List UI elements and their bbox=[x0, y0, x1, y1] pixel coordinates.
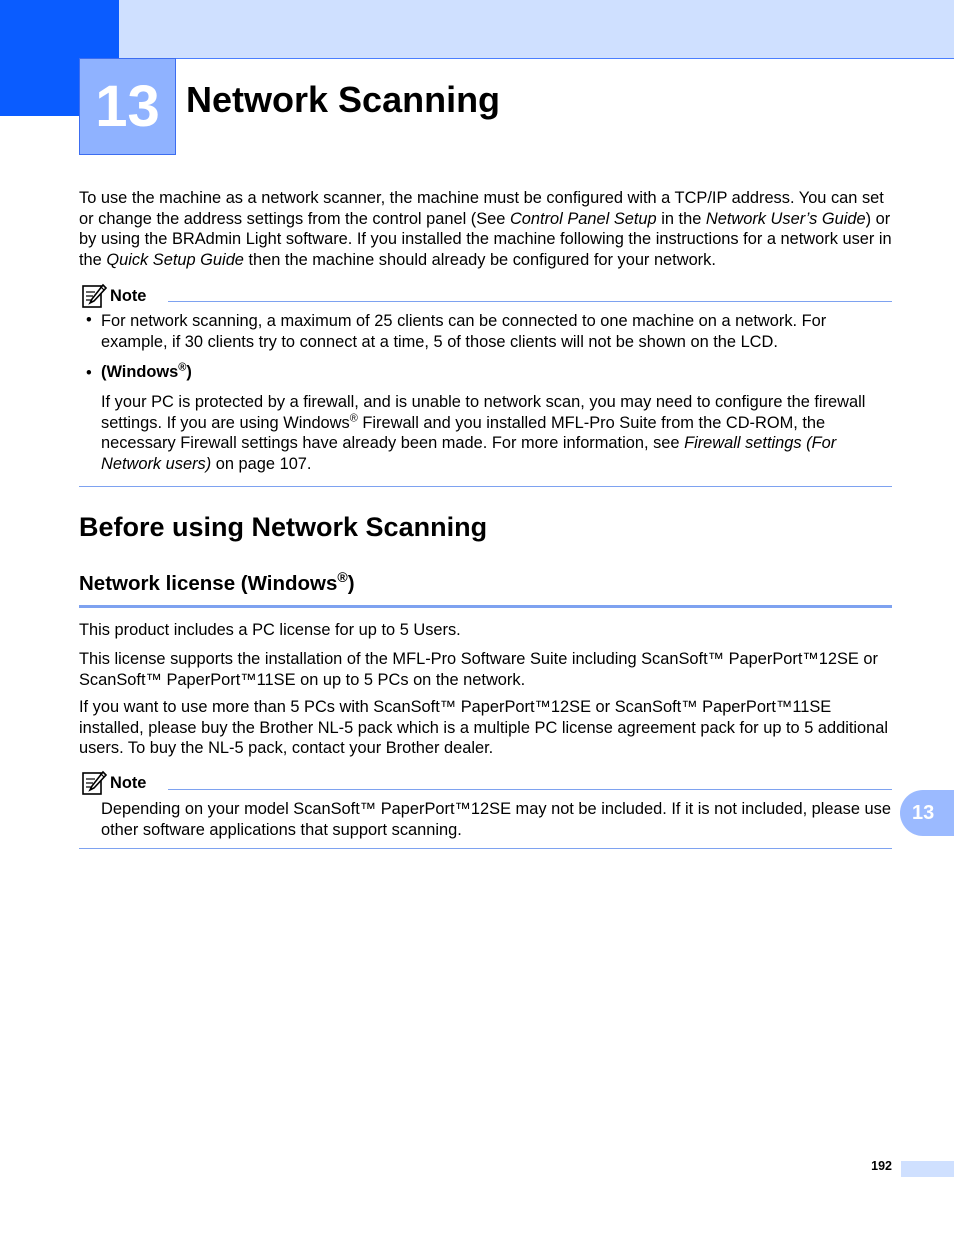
note-label: Note bbox=[110, 286, 147, 305]
bullet-marker: • bbox=[86, 364, 92, 382]
chapter-number-box bbox=[79, 58, 176, 155]
note-pencil-icon bbox=[81, 283, 107, 309]
license-paragraph-3: If you want to use more than 5 PCs with ScanSoft™ PaperPort™12SE or ScanSoft™ PaperPort™11SE installed, please buy the Brother NL-5 pack which is a multiple PC license agreement pack for up to 5 additional users. To buy the NL-5 pack, contact your Brother dealer. bbox=[79, 698, 889, 757]
note-bottom-rule bbox=[79, 848, 892, 849]
license-paragraph-1: This product includes a PC license for up to 5 Users. bbox=[79, 621, 461, 639]
ref-firewall-settings: Firewall settings (For Network users) bbox=[101, 434, 837, 473]
link-control-panel-setup: Control Panel Setup bbox=[509, 209, 657, 228]
section-title: Before using Network Scanning bbox=[79, 512, 488, 542]
note-label: Note bbox=[110, 773, 147, 792]
note-bottom-rule bbox=[79, 486, 892, 487]
note-header bbox=[81, 282, 146, 310]
intro-paragraph: To use the machine as a network scanner, the machine must be configured with a TCP/IP address. You can set or change the address settings from the control panel (See Control Panel Setup in the Network User’s Guide) or by using the BRAdmin Light software. If you installed the machine following the instructions for a network user in the Quick Setup Guide then the machine should already be configured for your network. bbox=[79, 189, 892, 269]
note-top-rule bbox=[168, 301, 892, 302]
page-number: 192 bbox=[871, 1159, 892, 1173]
ref-quick-setup-guide: Quick Setup Guide bbox=[106, 250, 244, 269]
note-top-rule bbox=[168, 789, 892, 790]
license-paragraph-2: This license supports the installation of the MFL-Pro Software Suite including ScanSoft™ PaperPort™12SE or ScanSoft™ PaperPort™11SE on up to 5 PCs on the network. bbox=[79, 650, 878, 689]
ref-network-users-guide: Network User’s Guide bbox=[705, 209, 866, 228]
chapter-number: 13 bbox=[95, 74, 160, 139]
header-band-light bbox=[119, 0, 954, 59]
note-bullet-2-text: If your PC is protected by a firewall, and is unable to network scan, you may need to configure the firewall settings. If you are using Windows® Firewall and you installed MFL-Pro Suite from the CD-ROM, the necessary Firewall settings have already been made. For more information, see Firewall settings (For Network users) on page 107. bbox=[101, 393, 866, 473]
note-pencil-icon bbox=[81, 770, 107, 796]
bullet-marker: • bbox=[86, 311, 92, 329]
footer-bar bbox=[901, 1161, 954, 1177]
note-2-text: Depending on your model ScanSoft™ PaperPort™12SE may not be included. If it is not included, please use other software applications that support scanning. bbox=[101, 800, 891, 839]
subsection-rule bbox=[79, 605, 892, 608]
chapter-side-tab: 13 bbox=[900, 790, 954, 836]
note-bullet-1: For network scanning, a maximum of 25 clients can be connected to one machine on a network. For example, if 30 clients try to connect at a time, 5 of those clients will not be shown on the LCD. bbox=[101, 312, 827, 351]
note-bullet-2-heading: (Windows®) bbox=[101, 361, 192, 381]
chapter-title: Network Scanning bbox=[186, 79, 501, 120]
subsection-title: Network license (Windows®) bbox=[79, 569, 355, 595]
note-header bbox=[81, 769, 146, 797]
